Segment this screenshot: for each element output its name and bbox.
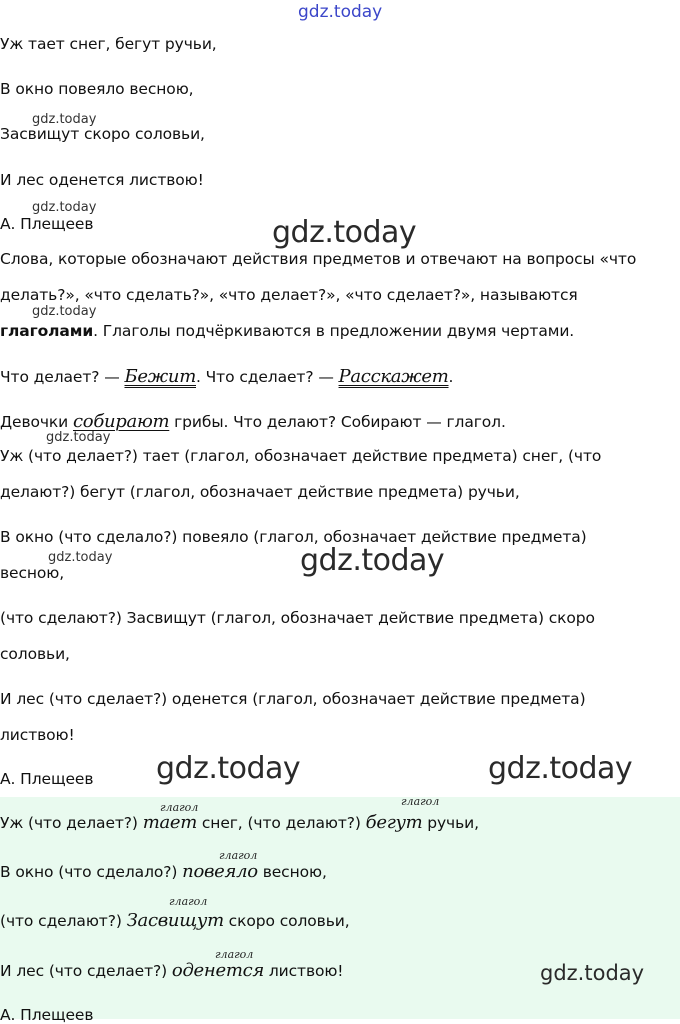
analysis-line-5: (что сделают?) Засвищут (глагол, обозначает действие предмета) скоро (0, 609, 595, 627)
analysis-line-3: В окно (что сделало?) повеяло (глагол, обозначает действие предмета) (0, 528, 587, 546)
marked-verb: оденется (171, 960, 264, 981)
analysis-line-8: листвою! (0, 726, 75, 744)
example-1-verb-2: Расскажет (338, 366, 449, 387)
marked-verb: повеяло (182, 861, 258, 882)
verb-label: глагол (215, 948, 254, 961)
verb-label: глагол (219, 849, 258, 862)
rule-line-2: делать?», «что сделать?», «что делает?», «что сделает?», называются (0, 286, 578, 304)
rule-line-1: Слова, которые обозначают действия предметов и отвечают на вопросы «что (0, 250, 637, 268)
marked-line-2-b: весною, (262, 863, 327, 881)
analysis-line-7: И лес (что сделает?) оденется (глагол, обозначает действие предмета) (0, 690, 586, 708)
marked-verb: бегут (365, 812, 423, 833)
marked-verb: Засвищут (126, 910, 224, 931)
poem-line-1: Уж тает снег, бегут ручьи, (0, 35, 217, 53)
example-1-verb-1: Бежит (124, 366, 196, 387)
analysis-line-4: весною, (0, 564, 65, 582)
rule-rest: . Глаголы подчёркиваются в предложении двумя чертами. (93, 322, 575, 340)
marked-author: А. Плещеев (0, 1006, 94, 1024)
example-1 (0, 366, 453, 387)
analysis-line-1: Уж (что делает?) тает (глагол, обозначает действие предмета) снег, (что (0, 447, 602, 465)
marked-line-4-b: листвою! (268, 962, 344, 980)
marked-line-1-b: снег, (что делают?) (201, 814, 361, 832)
watermark-large: gdz.today (272, 215, 417, 250)
watermark-small: gdz.today (32, 304, 97, 319)
marked-line-3 (0, 910, 350, 931)
example-2-post: грибы. Что делают? Собирают — глагол. (174, 413, 506, 431)
example-2-pre: Девочки (0, 413, 69, 431)
verb-label: глагол (169, 895, 208, 908)
poem-line-2: В окно повеяло весною, (0, 80, 194, 98)
rule-line-3 (0, 322, 574, 340)
example-1-question-2: . Что сделает? — (196, 368, 334, 386)
watermark-small: gdz.today (32, 112, 97, 127)
verb-label: глагол (401, 795, 440, 808)
rule-bold-term: глаголами (0, 322, 94, 340)
watermark-large: gdz.today (156, 751, 301, 786)
example-2 (0, 411, 506, 432)
watermark-small: gdz.today (48, 550, 113, 565)
poem-line-4: И лес оденется листвою! (0, 171, 204, 189)
marked-line-4-a: И лес (что сделает?) (0, 962, 168, 980)
analysis-author: А. Плещеев (0, 770, 94, 788)
poem-author: А. Плещеев (0, 215, 94, 233)
poem-line-3: Засвищут скоро соловьи, (0, 125, 205, 143)
watermark-top[interactable]: gdz.today (298, 2, 383, 22)
example-2-verb: собирают (73, 411, 170, 432)
marked-line-4 (0, 960, 343, 981)
example-1-question-1: Что делает? — (0, 368, 120, 386)
marked-line-1-c: ручьи, (427, 814, 479, 832)
marked-line-1 (0, 812, 479, 833)
marked-line-3-a: (что сделают?) (0, 912, 122, 930)
verb-label: глагол (160, 801, 199, 814)
marked-verb: тает (142, 812, 198, 833)
analysis-line-2: делают?) бегут (глагол, обозначает действие предмета) ручьи, (0, 483, 520, 501)
watermark-large: gdz.today (488, 751, 633, 786)
analysis-line-6: соловьи, (0, 645, 70, 663)
marked-line-2-a: В окно (что сделало?) (0, 863, 178, 881)
example-1-end: . (448, 368, 454, 386)
watermark-medium: gdz.today (540, 961, 645, 985)
watermark-small: gdz.today (32, 200, 97, 215)
marked-line-1-a: Уж (что делает?) (0, 814, 138, 832)
marked-line-3-b: скоро соловьи, (228, 912, 350, 930)
watermark-small: gdz.today (46, 430, 111, 445)
marked-line-2 (0, 861, 327, 882)
watermark-large: gdz.today (300, 543, 445, 578)
